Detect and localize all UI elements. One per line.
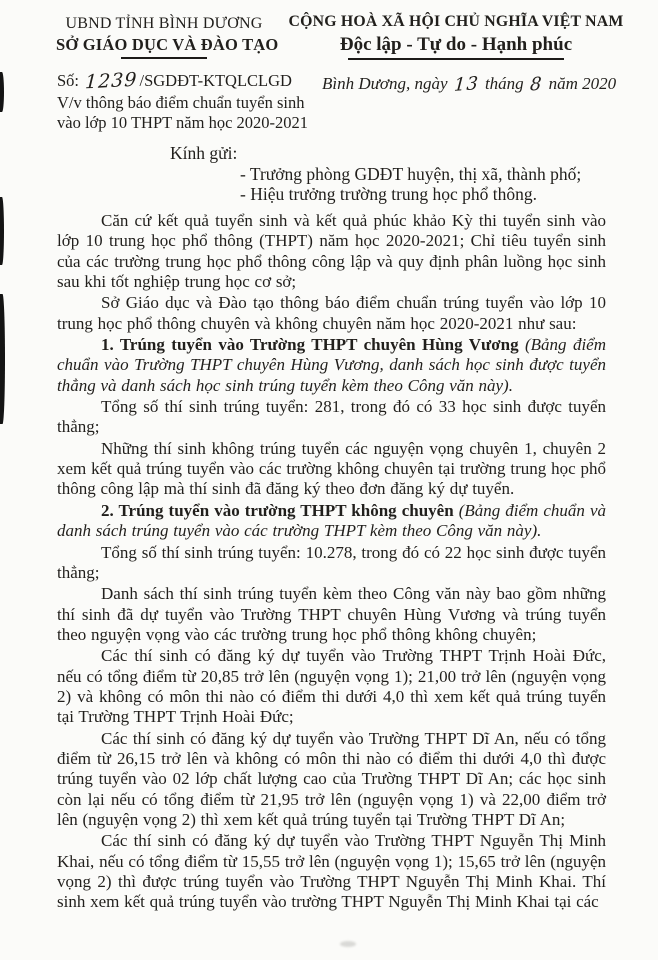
document-number-line: [57, 69, 357, 93]
dateline-place: Bình Dương, ngày: [322, 74, 448, 93]
org-parent-name: UBND TỈNH BÌNH DƯƠNG: [65, 15, 263, 32]
paragraph-total-regular: Tổng số thí sinh trúng tuyển: 10.278, trong đó có 22 học sinh được tuyển thẳng;: [57, 542, 606, 582]
dateline-year: năm 2020: [548, 74, 617, 93]
org-underline: [121, 57, 207, 59]
section-1-heading: [57, 335, 606, 396]
salutation-block: [57, 143, 606, 205]
section-2-heading: [57, 501, 606, 542]
scan-edge-artifact: [0, 197, 4, 265]
doc-number-label: Số:: [57, 71, 80, 90]
national-title: CỘNG HOÀ XÃ HỘI CHỦ NGHĨA VIỆT NAM: [288, 13, 624, 30]
place-date-line: [322, 73, 617, 96]
dateline-month-handwritten: 8: [529, 73, 544, 96]
section-1-note: (Bảng điểm chuẩn vào Trường THPT chuyên Hùng Vương, danh sách học sinh được tuyển thẳng và danh sách học sinh trúng tuyển kèm theo Công văn này).: [57, 335, 607, 395]
paragraph-total-specialized: Tổng số thí sinh trúng tuyển: 281, trong đó có 33 học sinh được tuyển thẳng;: [57, 397, 606, 437]
paragraph-announcement: Sở Giáo dục và Đào tạo thông báo điểm chuẩn trúng tuyển vào lớp 10 trung học phổ thông chuyên và không chuyên năm học 2020-2021 như sau:: [57, 293, 606, 333]
recipient-item: - Trưởng phòng GDĐT huyện, thị xã, thành phố;: [240, 163, 582, 184]
section-2-note: (Bảng điểm chuẩn và danh sách trúng tuyển vào các trường THPT kèm theo Công văn này).: [57, 500, 607, 541]
paragraph-di-an: Các thí sinh có đăng ký dự tuyển vào Trường THPT Dĩ An, nếu có tổng điểm từ 26,15 trở lên và không có môn thi nào có điểm thi dưới 4,0 thì được trúng tuyển vào 02 lớp chất lượng cao của Trường THPT Dĩ An; các học sinh còn lại nếu có tổng điểm từ 21,95 trở lên (nguyện vọng 1) và 22,00 điểm trở lên (nguyện vọng 2) thì xem kết quả trúng tuyển tại Trường THPT Dĩ An;: [57, 728, 606, 829]
org-name: SỞ GIÁO DỤC VÀ ĐÀO TẠO: [56, 35, 279, 54]
scan-smudge: [340, 941, 356, 947]
scan-edge-artifact: [0, 294, 5, 424]
document-reference-block: [57, 69, 357, 132]
paragraph-nguyen-thi-minh-khai: Các thí sinh có đăng ký dự tuyển vào Trường THPT Nguyễn Thị Minh Khai, nếu có tổng điểm từ 15,55 trở lên (nguyện vọng 1); 15,65 trở lên (nguyện vọng 2) thì được trúng tuyển vào Trường THPT Nguyễn Thị Minh Khai. Thí sinh xem kết quả trúng tuyển vào trường THPT Nguyễn Thị Minh Khai tại các: [57, 831, 606, 912]
paragraph-legal-basis: Căn cứ kết quả tuyển sinh và kết quả phúc khảo Kỳ thi tuyển sinh vào lớp 10 trung học phổ thông (THPT) năm học 2020-2021; Chỉ tiêu tuyển sinh của các trường trung học phổ thông công lập và quy định phân luồng học sinh sau khi tốt nghiệp trung học cơ sở;: [57, 211, 606, 292]
doc-number-handwritten: 1239: [84, 68, 139, 94]
document-subject-line1: V/v thông báo điểm chuẩn tuyển sinh: [57, 93, 305, 112]
dateline-day-handwritten: 13: [453, 73, 480, 96]
section-1-title: 1. Trúng tuyển vào Trường THPT chuyên Hùng Vương: [101, 335, 519, 355]
dateline-month-label: tháng: [484, 74, 524, 93]
national-motto: Độc lập - Tự do - Hạnh phúc: [339, 34, 573, 55]
document-subject-line2: vào lớp 10 THPT năm học 2020-2021: [57, 112, 309, 132]
paragraph-admission-list: Danh sách thí sinh trúng tuyển kèm theo Công văn này bao gồm những thí sinh đã dự tuyển vào Trường THPT chuyên Hùng Vương và trúng tuyển theo nguyện vọng vào các trường trung học phổ thông không chuyên;: [57, 584, 606, 644]
paragraph-trinh-hoai-duc: Các thí sinh có đăng ký dự tuyển vào Trường THPT Trịnh Hoài Đức, nếu có tổng điểm từ 20,85 trở lên (nguyện vọng 1); 21,00 trở lên (nguyện vọng 2) và không có môn thi nào có điểm thi dưới 4,0 thì xem kết quả trúng tuyển tại Trường THPT Trịnh Hoài Đức;: [57, 646, 606, 727]
paragraph-not-admitted: Những thí sinh không trúng tuyển các nguyện vọng chuyên 1, chuyên 2 xem kết quả trúng tuyển vào các trường không chuyên tại trường trung học phổ thông công lập mà thí sinh đã đăng ký theo đơn đăng ký dự tuyển.: [57, 438, 606, 499]
doc-number-suffix: /SGDĐT-KTQLCLGD: [139, 71, 292, 90]
motto-underline: [348, 58, 564, 60]
national-header-block: [274, 11, 638, 60]
section-2-title: 2. Trúng tuyển vào trường THPT không chuyên: [101, 500, 454, 520]
issuing-org-block: [56, 13, 279, 59]
recipient-item: - Hiệu trưởng trường trung học phổ thông.: [240, 184, 538, 204]
scan-edge-artifact: [0, 72, 4, 112]
document-body: [57, 211, 606, 914]
salutation-label: Kính gửi:: [170, 143, 238, 163]
